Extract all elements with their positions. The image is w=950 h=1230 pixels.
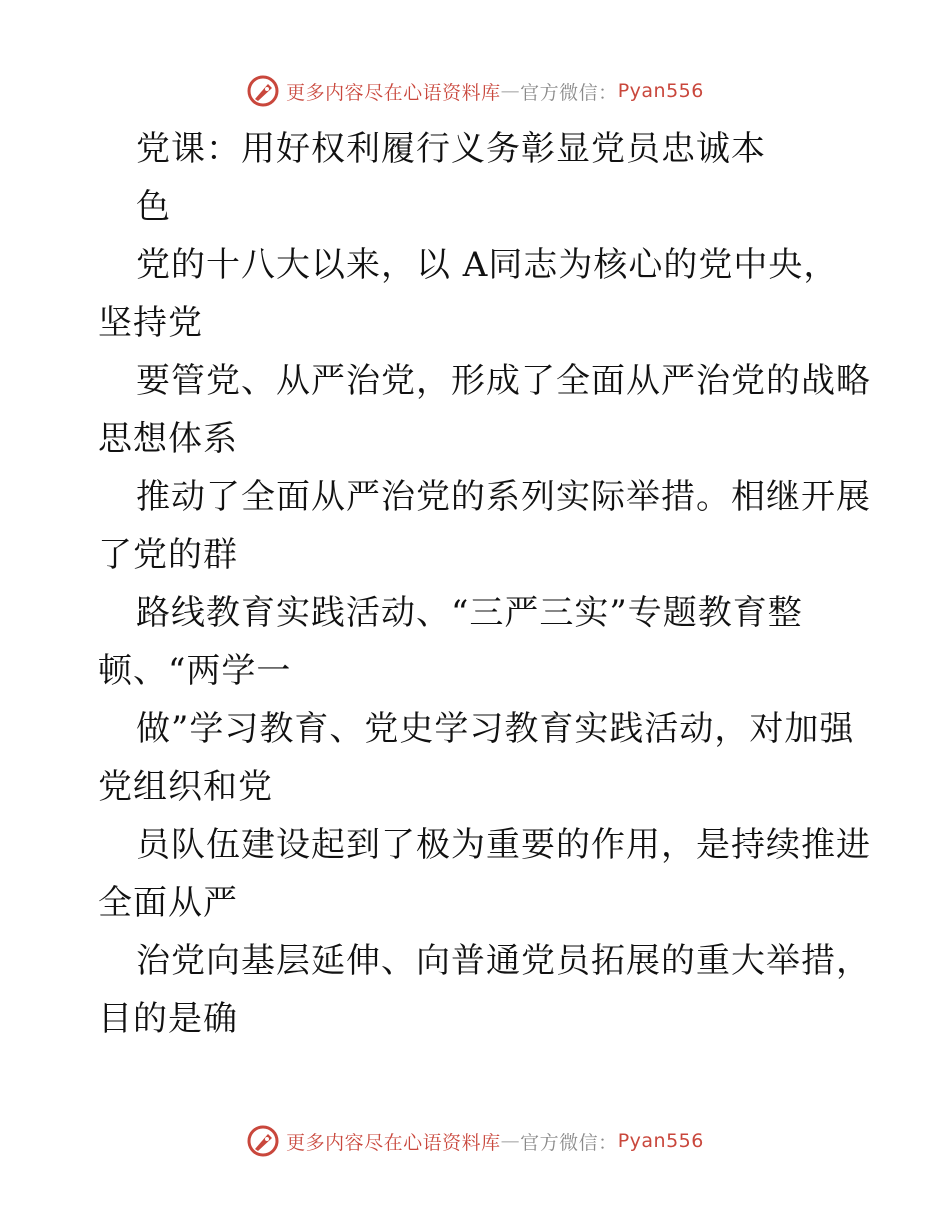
watermark-label: 官方微信： xyxy=(520,81,618,104)
watermark-dash: — xyxy=(500,1130,521,1152)
body-line: 目的是确 xyxy=(98,999,238,1039)
body-line: 要管党、从严治党，形成了全面从严治党的战略 xyxy=(136,361,871,401)
body-line: 党组织和党 xyxy=(98,767,273,807)
body-line: 治党向基层延伸、向普通党员拓展的重大举措， xyxy=(136,941,871,981)
document-title-line-2: 色 xyxy=(136,187,171,227)
watermark-id: Pyan556 xyxy=(617,1130,704,1152)
watermark-main-text: 更多内容尽在心语资料库 xyxy=(286,1131,501,1154)
body-line: 做”学习教育、党史学习教育实践活动，对加强 xyxy=(136,709,855,749)
body-line: 思想体系 xyxy=(98,419,238,459)
pen-nib-logo-icon xyxy=(246,74,280,108)
body-line: 坚持党 xyxy=(98,303,203,343)
watermark-dash: — xyxy=(500,80,521,102)
body-line: 顿、“两学一 xyxy=(98,651,292,691)
footer-watermark xyxy=(0,1124,950,1158)
document-body xyxy=(98,120,871,1048)
body-line: 路线教育实践活动、“三严三实”专题教育整 xyxy=(136,593,803,633)
body-line: 全面从严 xyxy=(98,883,238,923)
watermark-label: 官方微信： xyxy=(520,1131,618,1154)
body-line: 党的十八大以来，以 A同志为核心的党中央， xyxy=(136,245,839,285)
watermark-id: Pyan556 xyxy=(617,80,704,102)
body-line: 推动了全面从严治党的系列实际举措。相继开展 xyxy=(136,477,871,517)
document-title-line-1: 党课：用好权利履行义务彰显党员忠诚本 xyxy=(136,129,766,169)
watermark-main-text: 更多内容尽在心语资料库 xyxy=(286,81,501,104)
header-watermark xyxy=(0,74,950,108)
body-line: 了党的群 xyxy=(98,535,238,575)
body-line: 员队伍建设起到了极为重要的作用，是持续推进 xyxy=(136,825,871,865)
pen-nib-logo-icon xyxy=(246,1124,280,1158)
